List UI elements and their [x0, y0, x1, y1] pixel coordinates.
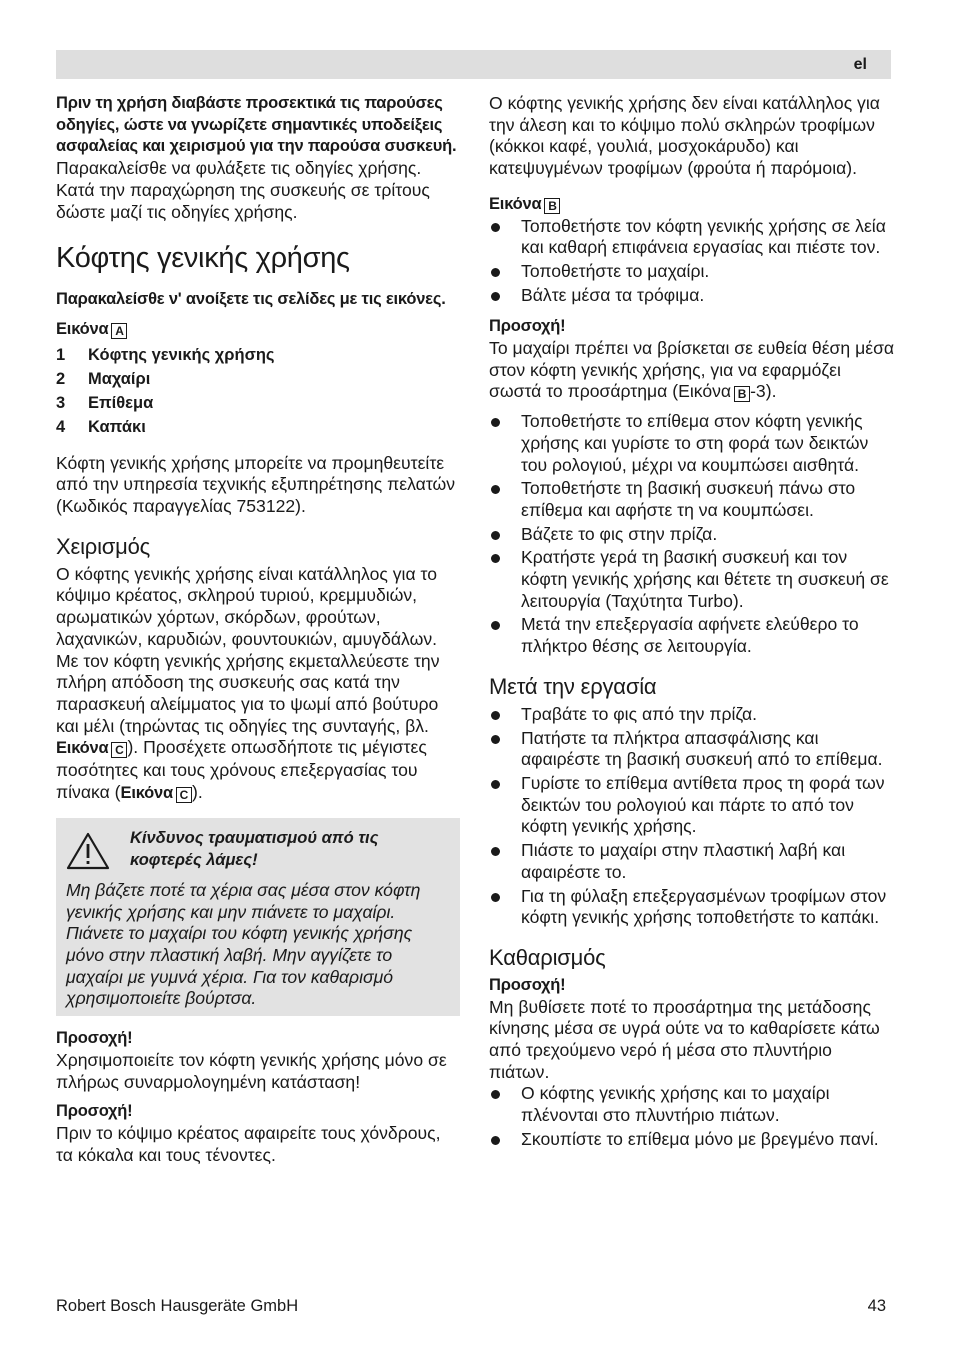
- bullet-icon: [491, 847, 500, 856]
- bullet-icon: [491, 735, 500, 744]
- handling-paragraph-1: Ο κόφτης γενικής χρήσης είναι κατάλληλος για το κόψιμο κρέατος, σκληρού τυριού, κρεμμυδιών, αρωματικών χόρτων, σκόρδων, φρούτων, λαχανικών, καρυδιών, φουντουκιών, αμυγδάλων.: [56, 563, 438, 649]
- bullet-icon: [491, 223, 500, 232]
- language-code: el: [853, 56, 867, 73]
- open-pages-note: Παρακαλείσθε ν' ανοίξετε τις σελίδες με τις εικόνες.: [56, 290, 446, 309]
- intro-text: Παρακαλείσθε να φυλάξετε τις οδηγίες χρήσης. Κατά την παραχώρηση της συσκευής σε τρίτους δώστε μαζί τις οδηγίες χρήσης.: [56, 158, 430, 222]
- list-item: Σκουπίστε το επίθεμα μόνο με βρεγμένο πανί.: [489, 1129, 895, 1151]
- figure-label: Εικόνα: [489, 194, 542, 213]
- footer-company: Robert Bosch Hausgeräte GmbH: [56, 1297, 299, 1315]
- left-column: [56, 93, 460, 1166]
- bullet-icon: [491, 711, 500, 720]
- list-item: 4 Καπάκι: [56, 417, 146, 436]
- list-item: Πατήστε τα πλήκτρα απασφάλισης και αφαιρέστε τη βασική συσκευή από το επίθεμα.: [489, 728, 895, 771]
- bullet-icon: [491, 554, 500, 563]
- warning-triangle-icon: [66, 832, 110, 870]
- figure-letter-box: A: [111, 323, 127, 339]
- figure-label: Εικόνα: [56, 319, 109, 338]
- list-item: Πιάστε το μαχαίρι στην πλαστική λαβή και αφαιρέστε το.: [489, 840, 895, 883]
- figure-letter-box: C: [176, 787, 192, 803]
- bullet-icon: [491, 268, 500, 277]
- list-item: Κρατήστε γερά τη βασική συσκευή και τον κόφτη γενικής χρήσης και θέτετε τη συσκευή σε λειτουργία (Ταχύτητα Turbo).: [489, 547, 895, 612]
- cleaning-caution-text: Μη βυθίσετε ποτέ το προσάρτημα της μετάδοσης κίνησης μέσα σε υγρά ούτε να το καθαρίσετε κάτω από τρεχούμενο νερό ή μέσα στο πλυντήριο πιάτων.: [489, 996, 880, 1082]
- list-item: 3 Επίθεμα: [56, 393, 154, 412]
- figure-letter-box: C: [111, 742, 127, 758]
- figure-letter-box: B: [734, 386, 750, 402]
- list-item: Τοποθετήστε τον κόφτη γενικής χρήσης σε λεία και καθαρή επιφάνεια εργασίας και πιέστε τον.: [489, 216, 895, 259]
- unsuitable-text: Ο κόφτης γενικής χρήσης δεν είναι κατάλληλος για την άλεση και το κόψιμο πολύ σκληρών τροφίμων (κόκκοι καφέ, γουλιά, μοσχοκάρυδο) και κατεψυγμένων τροφίμων (φρούτα ή παρόμοια).: [489, 93, 880, 179]
- cleaning-caution-title: Προσοχή!: [489, 975, 566, 994]
- list-item: Τραβάτε το φις από την πρίζα.: [489, 704, 895, 726]
- list-item: 1 Κόφτης γενικής χρήσης: [56, 345, 275, 364]
- figure-a-ref: [56, 319, 460, 341]
- figure-letter-box: B: [544, 198, 560, 214]
- caution-text-2: Πριν το κόψιμο κρέατος αφαιρείτε τους χόνδρους, τα κόκαλα και τους τένοντες.: [56, 1122, 441, 1165]
- section-title-handling: Χειρισμός: [56, 533, 151, 559]
- handling-paragraph-2: Με τον κόφτη γενικής χρήσης εκμεταλλεύεστε την πλήρη απόδοση της συσκευής σας κατά την παρασκευή αλείμματος για το ψωμί από βούτυρο και μέλι (τηρώντας τις οδηγίες της συνταγής, βλ. Εικόνα C ). Προσέχετε οπωσδήποτε τις μέγιστες ποσότητες και τους χρόνους επεξεργασίας του πίνακα (Εικόνα C ).: [56, 650, 440, 802]
- section-title-cleaning: Καθαρισμός: [489, 944, 606, 970]
- list-item: Βάλτε μέσα τα τρόφιμα.: [489, 285, 895, 307]
- retrofit-text: Κόφτη γενικής χρήσης μπορείτε να προμηθευτείτε από την υπηρεσία τεχνικής εξυπηρέτησης πελατών (Κωδικός παραγγελίας 753122).: [56, 452, 456, 517]
- assembly-steps: [489, 216, 895, 307]
- warning-box: [56, 818, 460, 1016]
- cleaning-steps: [489, 1083, 895, 1150]
- page-number: 43: [867, 1297, 886, 1315]
- list-item: Βάζετε το φις στην πρίζα.: [489, 524, 895, 546]
- bullet-icon: [491, 780, 500, 789]
- bullet-icon: [491, 1136, 500, 1145]
- intro-bold: Πριν τη χρήση διαβάστε προσεκτικά τις παρούσες οδηγίες, ώστε να γνωρίζετε σημαντικές υποδείξεις ασφαλείας και χειρισμού για την παρούσα συσκευή.: [56, 94, 457, 156]
- caution-title-1: Προσοχή!: [56, 1029, 133, 1048]
- caution-title: Προσοχή!: [489, 317, 566, 336]
- list-item: Γυρίστε το επίθεμα αντίθετα προς τη φορά των δεικτών του ρολογιού και πάρτε το από τον κόφτη γενικής χρήσης.: [489, 773, 895, 838]
- header-bar: [56, 50, 891, 79]
- list-item: Για τη φύλαξη επεξεργασμένων τροφίμων στον κόφτη γενικής χρήσης τοποθετήστε το καπάκι.: [489, 886, 895, 929]
- bullet-icon: [491, 292, 500, 301]
- figure-b-ref: [489, 194, 895, 216]
- section-title-after: Μετά την εργασία: [489, 673, 657, 699]
- caution-title-2: Προσοχή!: [56, 1102, 133, 1121]
- parts-list: [56, 343, 460, 439]
- bullet-icon: [491, 1090, 500, 1099]
- warning-text: Μη βάζετε ποτέ τα χέρια σας μέσα στον κόφτη γενικής χρήσης και μην πιάνετε το μαχαίρι. Πιάνετε το μαχαίρι του κόφτη γενικής χρήσης μόνο στην πλαστική λαβή. Μην αγγίζετε το μαχαίρι με γυμνά χέρια. Για τον καθαρισμό χρησιμοποιείτε βούρτσα.: [66, 879, 421, 1009]
- list-item: Ο κόφτης γενικής χρήσης και το μαχαίρι πλένονται στο πλυντήριο πιάτων.: [489, 1083, 895, 1126]
- bullet-icon: [491, 418, 500, 427]
- bullet-icon: [491, 531, 500, 540]
- list-item: Τοποθετήστε το μαχαίρι.: [489, 261, 895, 283]
- caution-text: Το μαχαίρι πρέπει να βρίσκεται σε ευθεία θέση μέσα στον κόφτη γενικής χρήσης, για να εφαρμόζει σωστά το προσάρτημα (Εικόνα B -3).: [489, 338, 895, 402]
- list-item: 2 Μαχαίρι: [56, 369, 151, 388]
- list-item: Τοποθετήστε το επίθεμα στον κόφτη γενικής χρήσης και γυρίστε το στη φορά των δεικτών του ρολογιού, μέχρι να κουμπώσει αισθητά.: [489, 411, 895, 476]
- page-title: Κόφτης γενικής χρήσης: [56, 242, 350, 275]
- right-column: [489, 93, 895, 1153]
- bullet-icon: [491, 621, 500, 630]
- list-item: Τοποθετήστε τη βασική συσκευή πάνω στο επίθεμα και αφήστε τη να κουμπώσει.: [489, 478, 895, 521]
- bullet-icon: [491, 485, 500, 494]
- after-steps: [489, 704, 895, 929]
- operation-steps: [489, 411, 895, 658]
- warning-title: Κίνδυνος τραυματισμού από τις κοφτερές λάμες!: [130, 829, 379, 870]
- caution-text-1: Χρησιμοποιείτε τον κόφτη γενικής χρήσης μόνο σε πλήρως συναρμολογημένη κατάσταση!: [56, 1049, 447, 1092]
- list-item: Μετά την επεξεργασία αφήνετε ελεύθερο το πλήκτρο θέσης σε λειτουργία.: [489, 614, 895, 657]
- bullet-icon: [491, 893, 500, 902]
